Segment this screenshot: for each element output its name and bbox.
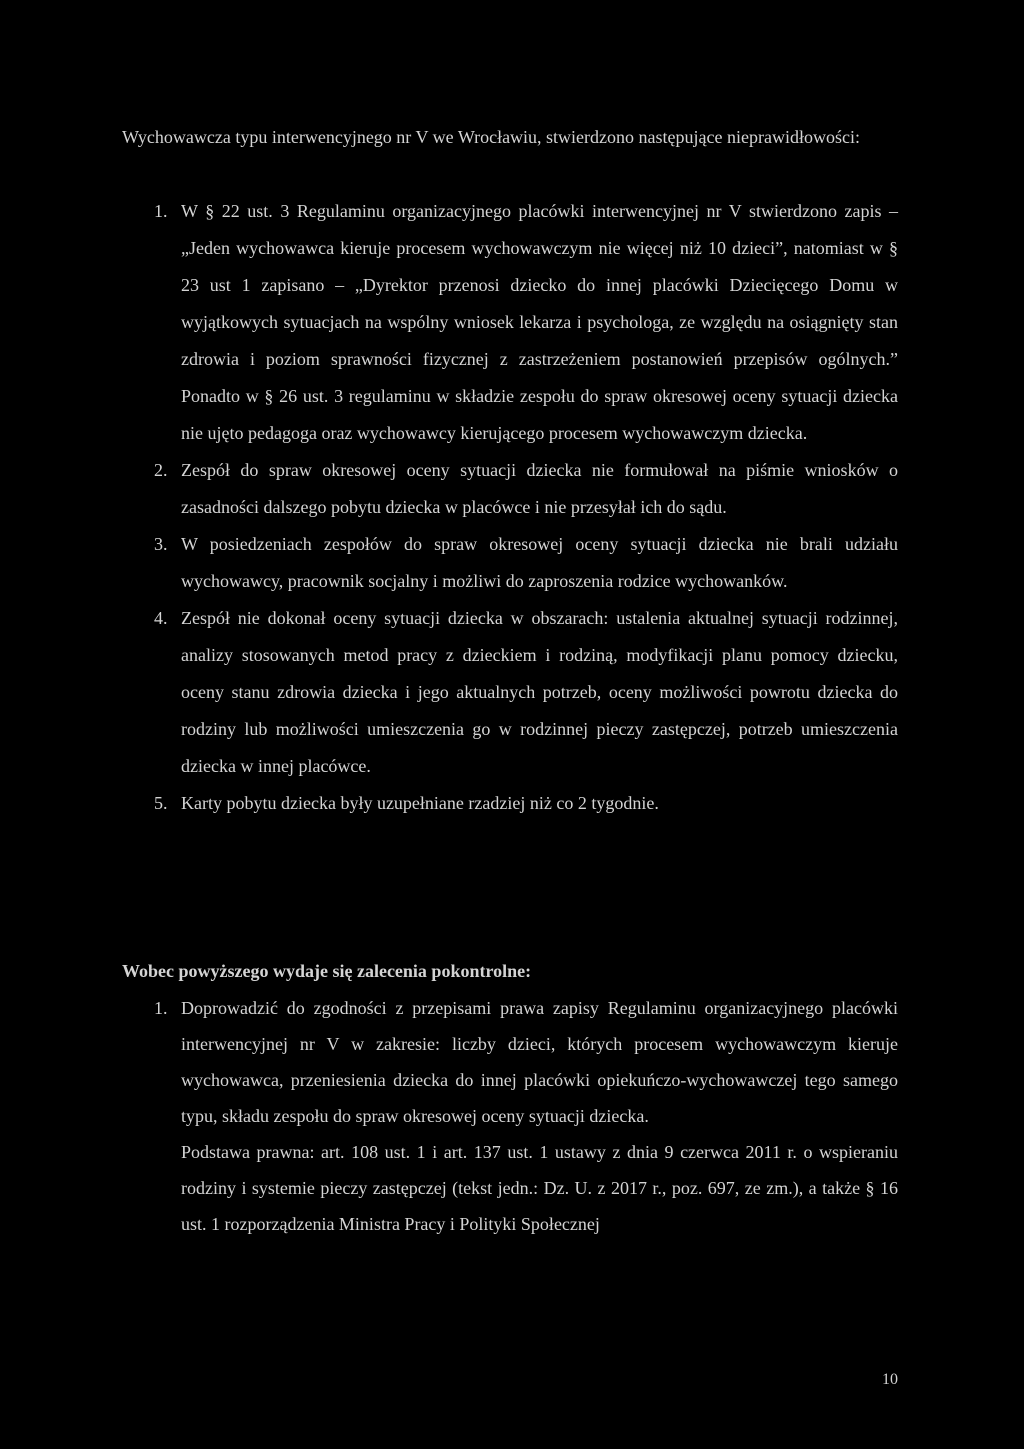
findings-list bbox=[122, 193, 898, 822]
finding-item bbox=[122, 785, 898, 822]
intro-paragraph: Wychowawcza typu interwencyjnego nr V we Wrocławiu, stwierdzono następujące nieprawidłowości: bbox=[122, 127, 860, 147]
recommendation-text: Doprowadzić do zgodności z przepisami prawa zapisy Regulaminu organizacyjnego placówki interwencyjnej nr V w zakresie: liczby dzieci, których procesem wychowawczym kieruje wychowawca, przeniesienia dziecka do innej placówki opiekuńczo-wychowawczej tego samego typu, składu zespołu do spraw okresowej oceny sytuacji dziecka. bbox=[181, 998, 898, 1126]
finding-item bbox=[122, 452, 898, 526]
finding-text: W posiedzeniach zespołów do spraw okresowej oceny sytuacji dziecka nie brali udziału wychowawcy, pracownik socjalny i możliwi do zaproszenia rodzice wychowanków. bbox=[181, 534, 898, 591]
finding-number: 4. bbox=[154, 608, 168, 628]
finding-number: 5. bbox=[154, 793, 168, 813]
finding-item bbox=[122, 526, 898, 600]
recommendations-list bbox=[122, 990, 898, 1242]
finding-number: 1. bbox=[154, 201, 168, 221]
finding-number: 2. bbox=[154, 460, 168, 480]
page-number: 10 bbox=[882, 1371, 898, 1388]
finding-text: Zespół nie dokonał oceny sytuacji dziecka w obszarach: ustalenia aktualnej sytuacji rodzinnej, analizy stosowanych metod pracy z dzieckiem i rodziną, modyfikacji planu pomocy dziecku, oceny stanu zdrowia dziecka i jego aktualnych potrzeb, oceny możliwości powrotu dziecka do rodziny lub możliwości umieszczenia go w rodzinnej pieczy zastępczej, potrzeb umieszczenia dziecka w innej placówce. bbox=[181, 608, 898, 776]
legal-basis: Podstawa prawna: art. 108 ust. 1 i art. 137 ust. 1 ustawy z dnia 9 czerwca 2011 r. o wspieraniu rodziny i systemie pieczy zastępczej (tekst jedn.: Dz. U. z 2017 r., poz. 697, ze zm.), a także § 16 ust. 1 rozporządzenia Ministra Pracy i Polityki Społecznej bbox=[181, 1142, 898, 1234]
recommendation-number: 1. bbox=[154, 998, 168, 1018]
recommendations-heading: Wobec powyższego wydaje się zalecenia pokontrolne: bbox=[122, 961, 532, 981]
finding-item bbox=[122, 193, 898, 452]
finding-text: Zespół do spraw okresowej oceny sytuacji dziecka nie formułował na piśmie wniosków o zasadności dalszego pobytu dziecka w placówce i nie przesyłał ich do sądu. bbox=[181, 460, 898, 517]
finding-text: W § 22 ust. 3 Regulaminu organizacyjnego placówki interwencyjnej nr V stwierdzono zapis – „Jeden wychowawca kieruje procesem wychowawczym nie więcej niż 10 dzieci”, natomiast w § 23 ust 1 zapisano – „Dyrektor przenosi dziecko do innej placówki Dziecięcego Domu w wyjątkowych sytuacjach na wspólny wniosek lekarza i psychologa, ze względu na osiągnięty stan zdrowia i poziom sprawności fizycznej z zastrzeżeniem postanowień przepisów ogólnych.” Ponadto w § 26 ust. 3 regulaminu w składzie zespołu do spraw okresowej oceny sytuacji dziecka nie ujęto pedagoga oraz wychowawcy kierującego procesem wychowawczym dziecka. bbox=[181, 201, 898, 443]
finding-text: Karty pobytu dziecka były uzupełniane rzadziej niż co 2 tygodnie. bbox=[181, 793, 659, 813]
finding-item bbox=[122, 600, 898, 785]
finding-number: 3. bbox=[154, 534, 168, 554]
recommendation-item bbox=[122, 990, 898, 1242]
